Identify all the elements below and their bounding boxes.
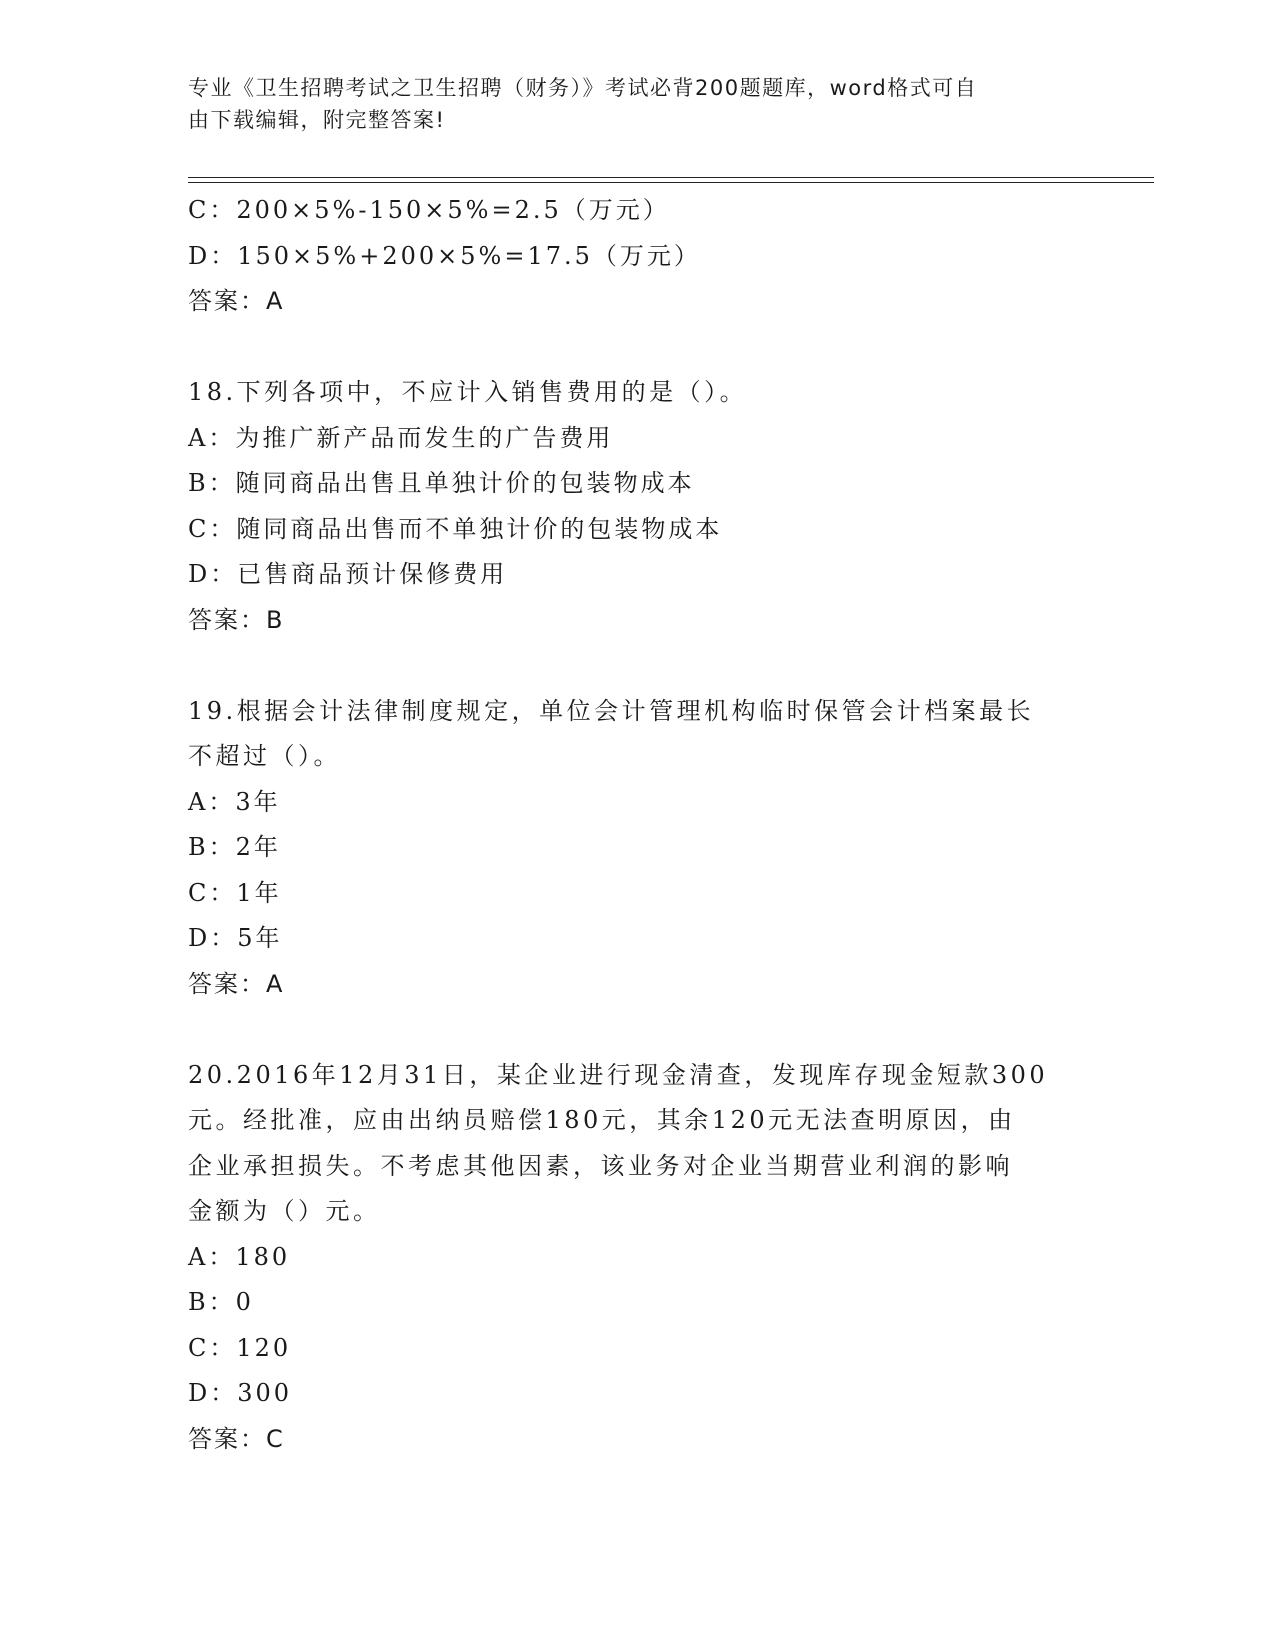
option-c: C：120 bbox=[188, 1333, 292, 1362]
header-rule-top bbox=[188, 177, 1154, 178]
question-18 bbox=[188, 370, 1088, 643]
option-a: A：为推广新产品而发生的广告费用 bbox=[188, 423, 614, 452]
header-rule-bottom bbox=[188, 182, 1154, 183]
answer-line: 答案：A bbox=[188, 969, 285, 998]
option-a: A：3年 bbox=[188, 787, 281, 816]
option-d: D：150×5%+200×5%=17.5（万元） bbox=[188, 241, 701, 270]
question-19 bbox=[188, 689, 1088, 1008]
document-header bbox=[188, 72, 1068, 136]
question-stem: 18.下列各项中，不应计入销售费用的是（）。 bbox=[188, 378, 748, 406]
option-d: D：已售商品预计保修费用 bbox=[188, 560, 508, 588]
question-content bbox=[188, 188, 1088, 1462]
option-d: D：5年 bbox=[188, 924, 283, 952]
question-stem: 20.2016年12月31日，某企业进行现金清查，发现库存现金短款300 bbox=[188, 1060, 1049, 1089]
option-b: B：2年 bbox=[188, 833, 281, 861]
question-stem: 企业承担损失。不考虑其他因素，该业务对企业当期营业利润的影响 bbox=[188, 1151, 1013, 1180]
question-spacer bbox=[188, 643, 1088, 689]
question-20 bbox=[188, 1053, 1088, 1463]
question-stem: 19.根据会计法律制度规定，单位会计管理机构临时保管会计档案最长 bbox=[188, 696, 1035, 725]
option-b: B：0 bbox=[188, 1288, 254, 1316]
header-line-2: 由下载编辑，附完整答案! bbox=[188, 108, 446, 132]
answer-line: 答案：C bbox=[188, 1424, 285, 1453]
option-a: A：180 bbox=[188, 1242, 291, 1271]
question-stem: 金额为（）元。 bbox=[188, 1197, 381, 1225]
option-c: C：随同商品出售而不单独计价的包装物成本 bbox=[188, 514, 723, 543]
answer-line: 答案：A bbox=[188, 287, 285, 315]
option-c: C：200×5%-150×5%=2.5（万元） bbox=[188, 196, 670, 224]
question-stem: 不超过（）。 bbox=[188, 742, 341, 770]
answer-line: 答案：B bbox=[188, 605, 285, 634]
header-line-1: 专业《卫生招聘考试之卫生招聘（财务）》考试必背200题题库，word格式可自 bbox=[188, 76, 978, 100]
question-spacer bbox=[188, 325, 1088, 371]
question-17-tail bbox=[188, 188, 1088, 325]
option-c: C：1年 bbox=[188, 878, 282, 907]
question-spacer bbox=[188, 1007, 1088, 1053]
option-d: D：300 bbox=[188, 1379, 293, 1407]
question-stem: 元。经批准，应由出纳员赔偿180元，其余120元无法查明原因，由 bbox=[188, 1106, 1016, 1134]
option-b: B：随同商品出售且单独计价的包装物成本 bbox=[188, 469, 695, 497]
